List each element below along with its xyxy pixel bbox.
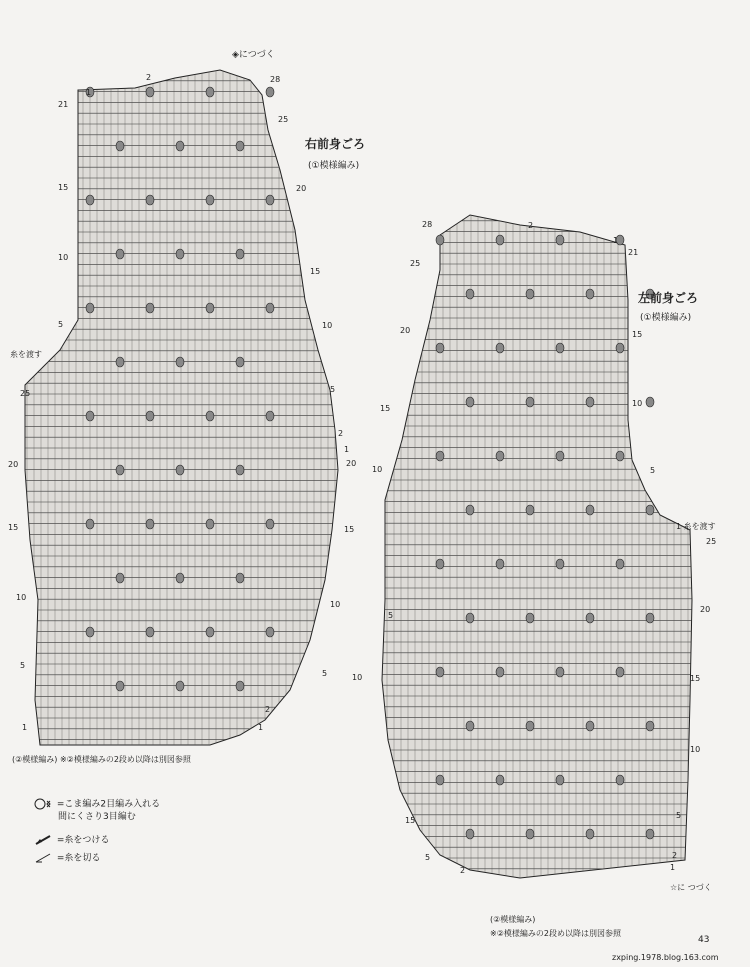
row-number-label: 10 [690, 745, 701, 754]
page-number: 43 [698, 935, 710, 945]
puff-stitch-motif [496, 451, 504, 461]
puff-stitch-motif [206, 87, 214, 97]
puff-stitch-motif [146, 519, 154, 529]
puff-stitch-motif [436, 235, 444, 245]
puff-stitch-motif [466, 505, 474, 515]
row-number-label: 10 [322, 321, 333, 330]
row-number-label: 15 [405, 816, 416, 825]
puff-stitch-motif [556, 451, 564, 461]
puff-stitch-motif [116, 573, 124, 583]
row-number-label: 1 [86, 88, 92, 97]
puff-stitch-motif [526, 397, 534, 407]
row-number-label: 25 [410, 259, 421, 268]
puff-stitch-motif [646, 397, 654, 407]
puff-stitch-motif [556, 235, 564, 245]
puff-stitch-motif [466, 613, 474, 623]
puff-stitch-motif [586, 721, 594, 731]
left-panel-yarn-note: 1 糸を渡す [676, 522, 716, 531]
puff-stitch-motif [526, 829, 534, 839]
right-panel-top-note: ◈につづく [232, 50, 275, 60]
legend-item-shell [34, 798, 160, 823]
puff-stitch-motif [586, 505, 594, 515]
row-number-label: 21 [58, 100, 69, 109]
puff-stitch-motif [586, 397, 594, 407]
puff-stitch-motif [116, 141, 124, 151]
puff-stitch-motif [646, 505, 654, 515]
row-number-label: 1 [344, 445, 350, 454]
puff-stitch-motif [616, 451, 624, 461]
puff-stitch-motif [116, 249, 124, 259]
right-panel-yarn-note: 糸を渡す [10, 350, 42, 359]
puff-stitch-motif [526, 505, 534, 515]
puff-stitch-motif [496, 667, 504, 677]
puff-stitch-motif [436, 559, 444, 569]
puff-stitch-motif [436, 667, 444, 677]
puff-stitch-motif [146, 87, 154, 97]
row-number-label: 2 [528, 221, 534, 230]
row-number-label: 21 [628, 248, 639, 257]
puff-stitch-motif [116, 465, 124, 475]
legend-item-1-line1: =こま編み2目編み入れる [56, 799, 161, 810]
puff-stitch-motif [466, 289, 474, 299]
shell-stitch-icon [34, 798, 54, 810]
puff-stitch-motif [616, 343, 624, 353]
row-number-label: 15 [690, 674, 701, 683]
puff-stitch-motif [586, 613, 594, 623]
puff-stitch-motif [236, 465, 244, 475]
puff-stitch-motif [556, 343, 564, 353]
puff-stitch-motif [206, 195, 214, 205]
puff-stitch-motif [176, 141, 184, 151]
puff-stitch-motif [466, 397, 474, 407]
legend-item-3: =糸を切る [56, 853, 101, 864]
legend-item-attach [34, 834, 109, 847]
puff-stitch-motif [466, 829, 474, 839]
row-number-label: 20 [700, 605, 711, 614]
right-front-panel [20, 70, 340, 750]
puff-stitch-motif [236, 681, 244, 691]
puff-stitch-motif [646, 721, 654, 731]
puff-stitch-motif [86, 195, 94, 205]
puff-stitch-motif [236, 249, 244, 259]
legend-item-cut [34, 852, 100, 865]
row-number-label: 5 [20, 661, 26, 670]
row-number-label: 1 [670, 863, 676, 872]
row-number-label: 2 [146, 73, 152, 82]
puff-stitch-motif [556, 775, 564, 785]
row-number-label: 15 [310, 267, 321, 276]
legend-item-2: =糸をつける [56, 835, 110, 846]
puff-stitch-motif [646, 829, 654, 839]
legend-item-1-line2: 間にくさり3目編む [58, 811, 136, 822]
row-number-label: 5 [388, 611, 394, 620]
row-number-label: 1 [22, 723, 28, 732]
puff-stitch-motif [526, 289, 534, 299]
left-panel-subtitle: (①模様編み) [640, 313, 692, 323]
watermark: zxping.1978.blog.163.com [612, 953, 719, 962]
row-number-label: 10 [352, 673, 363, 682]
puff-stitch-motif [146, 627, 154, 637]
row-number-label: 25 [20, 389, 31, 398]
row-number-label: 10 [16, 593, 27, 602]
row-number-label: 2 [338, 429, 344, 438]
row-number-label: 5 [58, 320, 64, 329]
puff-stitch-motif [176, 357, 184, 367]
puff-stitch-motif [266, 195, 274, 205]
row-number-label: 25 [706, 537, 717, 546]
row-number-label: 5 [322, 669, 328, 678]
row-number-label: 15 [344, 525, 355, 534]
row-number-label: 1 [613, 236, 619, 245]
puff-stitch-motif [206, 627, 214, 637]
puff-stitch-motif [556, 559, 564, 569]
left-panel-continue-note: ☆に つづく [670, 883, 712, 892]
row-number-label: 28 [270, 75, 281, 84]
puff-stitch-motif [526, 721, 534, 731]
puff-stitch-motif [206, 303, 214, 313]
row-number-label: 5 [425, 853, 431, 862]
puff-stitch-motif [556, 667, 564, 677]
row-number-label: 15 [380, 404, 391, 413]
row-number-label: 20 [296, 184, 307, 193]
row-number-label: 10 [632, 399, 643, 408]
left-panel-bottom-note-1: (②模様編み) [490, 915, 536, 924]
row-number-label: 20 [346, 459, 357, 468]
puff-stitch-motif [86, 303, 94, 313]
puff-stitch-motif [436, 775, 444, 785]
right-panel-subtitle: (①模様編み) [308, 161, 360, 171]
row-number-label: 10 [330, 600, 341, 609]
row-number-label: 2 [460, 866, 466, 875]
puff-stitch-motif [206, 519, 214, 529]
puff-stitch-motif [496, 235, 504, 245]
puff-stitch-motif [176, 465, 184, 475]
puff-stitch-motif [616, 667, 624, 677]
puff-stitch-motif [266, 411, 274, 421]
puff-stitch-motif [496, 559, 504, 569]
puff-stitch-motif [266, 627, 274, 637]
row-number-label: 5 [650, 466, 656, 475]
row-number-label: 20 [400, 326, 411, 335]
puff-stitch-motif [206, 411, 214, 421]
puff-stitch-motif [236, 357, 244, 367]
puff-stitch-motif [616, 559, 624, 569]
row-number-label: 28 [422, 220, 433, 229]
row-number-label: 2 [672, 851, 678, 860]
puff-stitch-motif [526, 613, 534, 623]
puff-stitch-motif [146, 195, 154, 205]
puff-stitch-motif [436, 451, 444, 461]
puff-stitch-motif [646, 613, 654, 623]
puff-stitch-motif [146, 303, 154, 313]
puff-stitch-motif [266, 303, 274, 313]
right-panel-outline [25, 70, 341, 745]
puff-stitch-motif [176, 573, 184, 583]
puff-stitch-motif [436, 343, 444, 353]
left-front-panel [380, 210, 695, 880]
left-panel-bottom-note-2: ※②模様編みの2段め以降は別図参照 [490, 929, 621, 938]
row-number-label: 10 [372, 465, 383, 474]
puff-stitch-motif [86, 411, 94, 421]
puff-stitch-motif [496, 343, 504, 353]
row-number-label: 10 [58, 253, 69, 262]
left-panel-title: 左前身ごろ [638, 291, 699, 305]
puff-stitch-motif [236, 141, 244, 151]
attach-yarn-icon [34, 834, 54, 846]
puff-stitch-motif [116, 681, 124, 691]
puff-stitch-motif [266, 87, 274, 97]
row-number-label: 15 [8, 523, 19, 532]
puff-stitch-motif [176, 681, 184, 691]
row-number-label: 5 [330, 385, 336, 394]
row-number-label: 5 [676, 811, 682, 820]
row-number-label: 15 [632, 330, 643, 339]
puff-stitch-motif [236, 573, 244, 583]
row-number-label: 20 [8, 460, 19, 469]
puff-stitch-motif [116, 357, 124, 367]
puff-stitch-motif [586, 829, 594, 839]
puff-stitch-motif [496, 775, 504, 785]
puff-stitch-motif [86, 519, 94, 529]
puff-stitch-motif [146, 411, 154, 421]
puff-stitch-motif [466, 721, 474, 731]
right-panel-title: 右前身ごろ [305, 137, 366, 151]
row-number-label: 15 [58, 183, 69, 192]
cut-yarn-icon [34, 852, 54, 864]
puff-stitch-motif [586, 289, 594, 299]
puff-stitch-motif [176, 249, 184, 259]
row-number-label: 25 [278, 115, 289, 124]
row-number-label: 1 [258, 723, 264, 732]
puff-stitch-motif [616, 775, 624, 785]
puff-stitch-motif [86, 627, 94, 637]
right-panel-bottom-note: (②模様編み) ※②模様編みの2段め以降は別図参照 [12, 755, 191, 764]
row-number-label: 2 [265, 705, 271, 714]
puff-stitch-motif [266, 519, 274, 529]
